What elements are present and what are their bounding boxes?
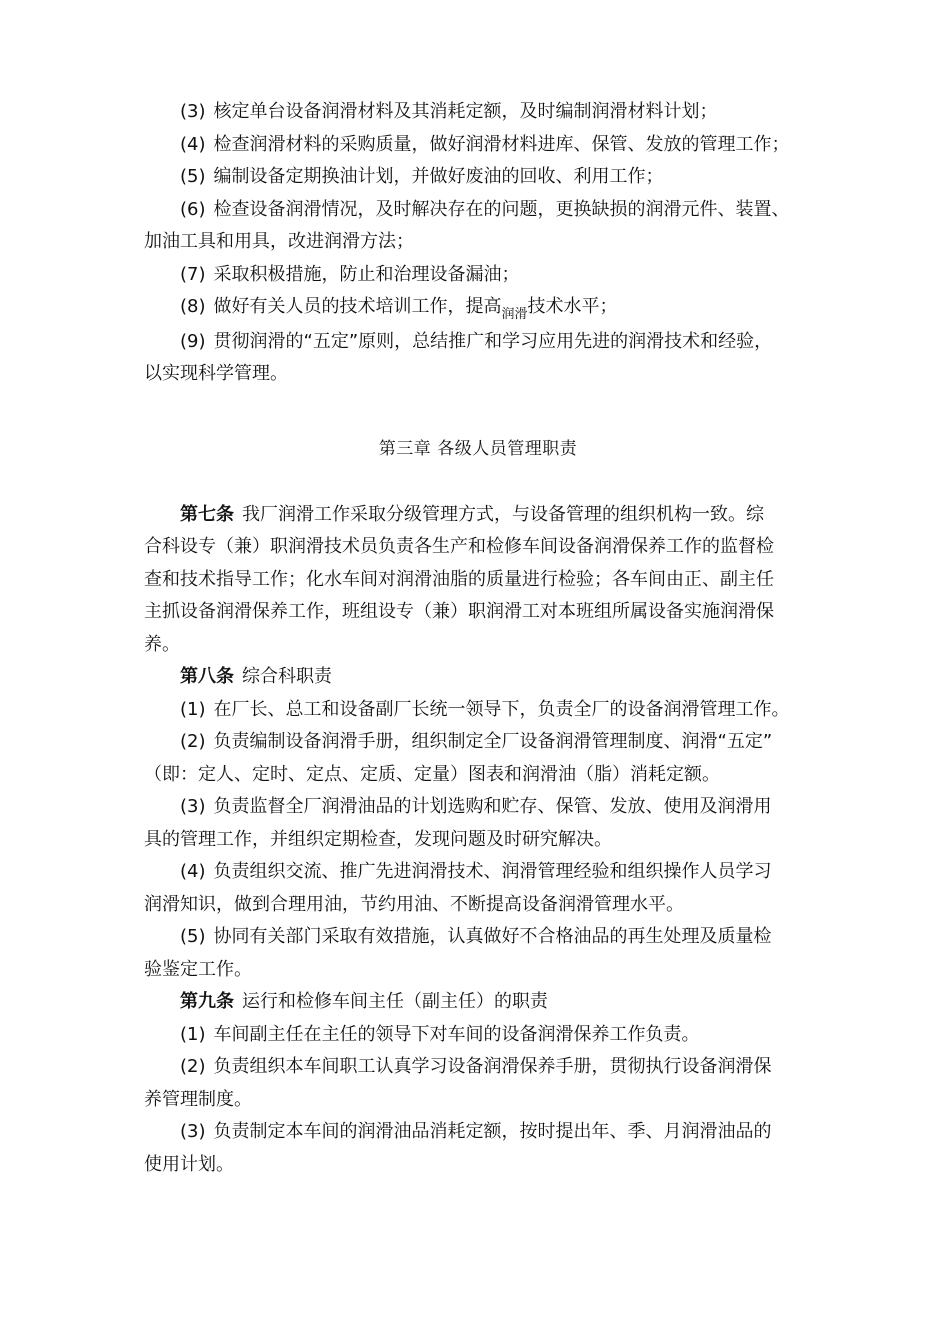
paragraph-line: 养。 (144, 633, 180, 655)
paragraph-line: 主抓设备润滑保养工作，班组设专（兼）职润滑工对本班组所属设备实施润滑保 (144, 601, 774, 622)
document-page (144, 96, 812, 1181)
list-item: (5) 编制设备定期换油计划，并做好废油的回收、利用工作； (180, 166, 664, 187)
paragraph-line: 合科设专（兼）职润滑技术员负责各生产和检修车间设备润滑保养工作的监督检 (144, 536, 774, 557)
paragraph-line: 查和技术指导工作；化水车间对润滑油脂的质量进行检验；各车间由正、副主任 (144, 568, 774, 590)
subscript-text: 润滑 (501, 307, 528, 322)
article-heading: 第九条 运行和检修车间主任（副主任）的职责 (180, 991, 548, 1012)
list-item: (4) 负责组织交流、推广先进润滑技术、润滑管理经验和组织操作人员学习 (180, 861, 772, 882)
list-item: (4) 检查润滑材料的采购质量，做好润滑材料进库、保管、发放的管理工作； (180, 133, 790, 155)
list-item-continuation: 养管理制度。 (144, 1088, 252, 1110)
list-item-continuation: 具的管理工作，并组织定期检查，发现问题及时研究解决。 (144, 828, 612, 850)
article-paragraph: 第七条 我厂润滑工作采取分级管理方式，与设备管理的组织机构一致。综 (180, 503, 764, 525)
article-label: 第七条 (180, 503, 234, 525)
list-item-continuation: 以实现科学管理。 (144, 363, 288, 384)
list-item: (3) 负责制定本车间的润滑油品消耗定额，按时提出年、季、月润滑油品的 (180, 1121, 772, 1142)
list-item: (1) 在厂长、总工和设备副厂长统一领导下，负责全厂的设备润滑管理工作。 (180, 698, 790, 720)
list-item-continuation: （即：定人、定时、定点、定质、定量）图表和润滑油（脂）消耗定额。 (144, 763, 720, 785)
list-item: (2) 负责编制设备润滑手册，组织制定全厂设备润滑管理制度、润滑“五定” (180, 731, 773, 752)
list-item: (8) 做好有关人员的技术培训工作，提高$_{润滑}$技术水平； (180, 296, 618, 322)
list-item: (2) 负责组织本车间职工认真学习设备润滑保养手册，贯彻执行设备润滑保 (180, 1056, 772, 1077)
list-item: (3) 负责监督全厂润滑油品的计划选购和贮存、保管、发放、使用及润滑用 (180, 796, 772, 817)
article-heading: 第八条 综合科职责 (180, 666, 332, 687)
list-item-continuation: 润滑知识，做到合理用油，节约用油、不断提高设备润滑管理水平。 (144, 893, 684, 915)
list-item-continuation: 使用计划。 (144, 1153, 234, 1175)
list-item-continuation: 验鉴定工作。 (144, 958, 252, 980)
list-item: (3) 核定单台设备润滑材料及其消耗定额，及时编制润滑材料计划； (180, 101, 718, 122)
article-label: 第八条 (180, 666, 234, 687)
list-item: (9) 贯彻润滑的“五定”原则，总结推广和学习应用先进的润滑技术和经验， (180, 330, 773, 352)
list-item: (7) 采取积极措施，防止和治理设备漏油； (180, 263, 520, 285)
article-label: 第九条 (180, 991, 234, 1012)
list-item: (5) 协同有关部门采取有效措施，认真做好不合格油品的再生处理及质量检 (180, 926, 772, 947)
list-item: (6) 检查设备润滑情况，及时解决存在的问题，更换缺损的润滑元件、装置、 (180, 198, 790, 220)
list-item: (1) 车间副主任在主任的领导下对车间的设备润滑保养工作负责。 (180, 1023, 700, 1045)
chapter-title: 第三章 各级人员管理职责 (378, 438, 578, 459)
list-item-continuation: 加油工具和用具，改进润滑方法； (144, 231, 414, 252)
